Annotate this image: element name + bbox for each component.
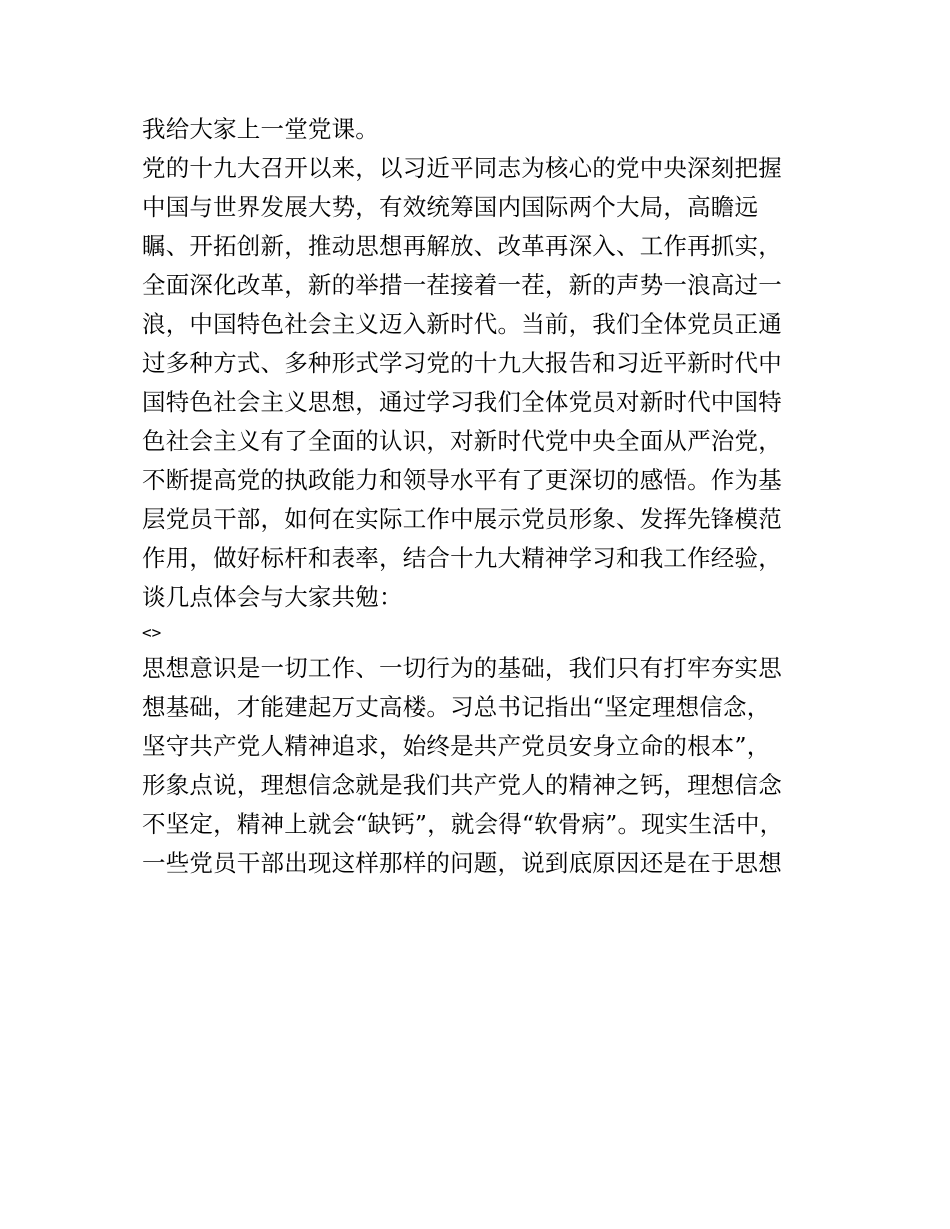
paragraph-1-line: 不断提高党的执政能力和领导水平有了更深切的感悟。作为基 [142, 466, 782, 494]
paragraph-1-line: 国特色社会主义思想，通过学习我们全体党员对新时代中国特 [142, 388, 782, 416]
paragraph-1-line: 中国与世界发展大势，有效统筹国内国际两个大局，高瞻远 [142, 193, 759, 221]
body-text [142, 110, 822, 883]
paragraph-2-line: 一些党员干部出现这样那样的问题，说到底原因还是在于思想 [142, 849, 782, 877]
paragraph-2-line: 想基础，才能建起万丈高楼。习总书记指出“坚定理想信念， [142, 693, 771, 721]
paragraph-2-line: 坚守共产党人精神追求，始终是共产党员安身立命的根本”， [142, 732, 771, 760]
paragraph-1-line: 浪，中国特色社会主义迈入新时代。当前，我们全体党员正通 [142, 310, 782, 338]
paragraph-2-line: 形象点说，理想信念就是我们共产党人的精神之钙，理想信念 [142, 771, 782, 799]
paragraph-1-line: 谈几点体会与大家共勉： [142, 583, 403, 611]
paragraph-1-line: 全面深化改革，新的举措一茬接着一茬，新的声势一浪高过一 [142, 271, 782, 299]
intro-line: 我给大家上一堂党课。 [142, 115, 379, 143]
section-marker: <> [142, 623, 162, 642]
paragraph-1-line: 党的十九大召开以来，以习近平同志为核心的党中央深刻把握 [142, 154, 782, 182]
paragraph-1-line: 层党员干部，如何在实际工作中展示党员形象、发挥先锋模范 [142, 505, 782, 533]
paragraph-1-line: 作用，做好标杆和表率，结合十九大精神学习和我工作经验， [142, 544, 782, 572]
paragraph-1-line: 色社会主义有了全面的认识，对新时代党中央全面从严治党， [142, 427, 782, 455]
paragraph-2-line: 思想意识是一切工作、一切行为的基础，我们只有打牢夯实思 [142, 654, 782, 682]
paragraph-1-line: 过多种方式、多种形式学习党的十九大报告和习近平新时代中 [142, 349, 782, 377]
paragraph-2-line: 不坚定，精神上就会“缺钙”，就会得“软骨病”。现实生活中， [142, 810, 784, 838]
paragraph-1-line: 瞩、开拓创新，推动思想再解放、改革再深入、工作再抓实， [142, 232, 782, 260]
